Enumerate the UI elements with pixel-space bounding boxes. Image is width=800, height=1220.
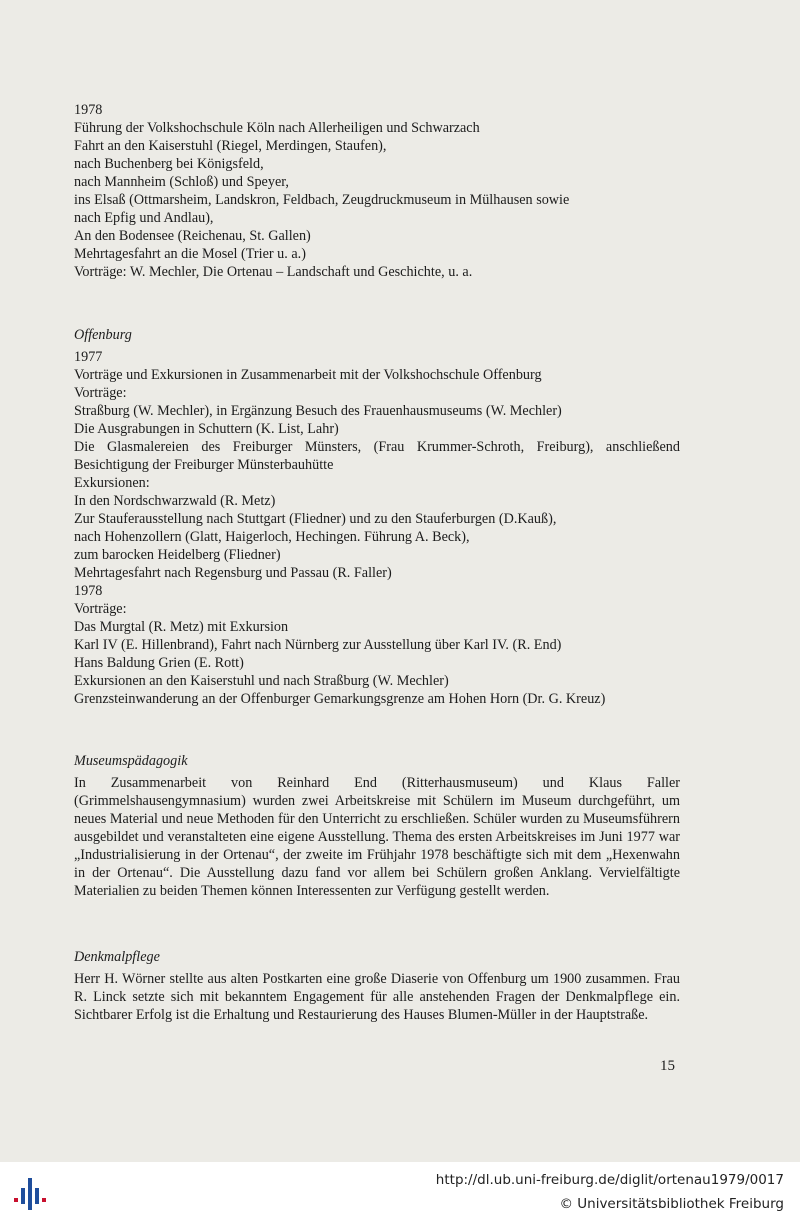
text-line: Mehrtagesfahrt an die Mosel (Trier u. a.) bbox=[74, 246, 306, 262]
section-denkmalpflege bbox=[74, 948, 680, 1024]
text-line: In den Nordschwarzwald (R. Metz) bbox=[74, 493, 276, 509]
text-line: Zur Stauferausstellung nach Stuttgart (Fliedner) und zu den Stauferburgen (D.Kauß), bbox=[74, 511, 557, 527]
text-paragraph: Herr H. Wörner stellte aus alten Postkarten eine große Diaserie von Offenburg um 1900 zusammen. Frau R. Linck setzte sich mit bekanntem Engagement für alle anstehenden Fragen der Denkmalpflege ein. Sichtbarer Erfolg ist die Erhaltung und Restaurierung des Hauses Blumen-Müller in der Hauptstraße. bbox=[74, 971, 680, 1023]
text-line: Vorträge und Exkursionen in Zusammenarbeit mit der Volkshochschule Offenburg bbox=[74, 367, 542, 383]
text-paragraph: Grenzsteinwanderung an der Offenburger Gemarkungsgrenze am Hohen Horn (Dr. G. Kreuz) bbox=[74, 691, 606, 707]
section-heading-denkmal: Denkmalpflege bbox=[74, 949, 160, 965]
text-line: Straßburg (W. Mechler), in Ergänzung Besuch des Frauenhausmuseums (W. Mechler) bbox=[74, 403, 562, 419]
text-line: Das Murgtal (R. Metz) mit Exkursion bbox=[74, 619, 289, 635]
section-offenburg bbox=[74, 326, 680, 708]
text-line: 1978 bbox=[74, 102, 103, 118]
page-number: 15 bbox=[660, 1058, 675, 1074]
section-heading-offenburg: Offenburg bbox=[74, 327, 132, 343]
text-line: 1978 bbox=[74, 583, 103, 599]
text-line: Karl IV (E. Hillenbrand), Fahrt nach Nürnberg zur Ausstellung über Karl IV. (R. End) bbox=[74, 637, 562, 653]
text-line: Vorträge: bbox=[74, 385, 127, 401]
text-line: Die Ausgrabungen in Schuttern (K. List, Lahr) bbox=[74, 421, 339, 437]
copyright-text: © Universitätsbibliothek Freiburg bbox=[559, 1196, 784, 1212]
text-line: 1977 bbox=[74, 349, 103, 365]
text-line: Führung der Volkshochschule Köln nach Allerheiligen und Schwarzach bbox=[74, 120, 480, 136]
footer-bar bbox=[0, 1162, 800, 1220]
text-paragraph: In Zusammenarbeit von Reinhard End (Ritterhausmuseum) und Klaus Faller (Grimmelshausengymnasium) wurden zwei Arbeitskreise mit Schülern im Museum durchgeführt, um neues Material und neue Methoden für den Unterricht zu erschließen. Schüler wurden zu Museumsführern ausgebildet und veranstalteten eine eigene Ausstellung. Thema des ersten Arbeitskreises im Juni 1977 war „Industrialisierung in der Ortenau“, der zweite im Frühjahr 1978 beschäftigte sich mit dem „Hexenwahn in der Ortenau“. Die Ausstellung dazu fand vor allem bei Schülern großen Anklang. Vervielfältigte Materialien zu beiden Themen können Interessenten zur Verfügung gestellt werden. bbox=[74, 775, 680, 899]
text-line: Vorträge: W. Mechler, Die Ortenau – Landschaft und Geschichte, u. a. bbox=[74, 264, 473, 280]
text-line: Exkursionen an den Kaiserstuhl und nach Straßburg (W. Mechler) bbox=[74, 673, 449, 689]
text-line: nach Buchenberg bei Königsfeld, bbox=[74, 156, 264, 172]
text-line: An den Bodensee (Reichenau, St. Gallen) bbox=[74, 228, 311, 244]
section-1978-excursions bbox=[74, 101, 680, 281]
text-paragraph: Die Glasmalereien des Freiburger Münsters, (Frau Krummer-Schroth, Freiburg), anschließend Besichtigung der Freiburger Münsterbauhütte bbox=[74, 439, 680, 473]
text-line: Hans Baldung Grien (E. Rott) bbox=[74, 655, 244, 671]
text-line: nach Hohenzollern (Glatt, Haigerloch, Hechingen. Führung A. Beck), bbox=[74, 529, 470, 545]
text-line: Fahrt an den Kaiserstuhl (Riegel, Merdingen, Staufen), bbox=[74, 138, 387, 154]
text-line: zum barocken Heidelberg (Fliedner) bbox=[74, 547, 281, 563]
section-heading-museum: Museumspädagogik bbox=[74, 753, 188, 769]
source-url-link[interactable]: http://dl.ub.uni-freiburg.de/diglit/ortenau1979/0017 bbox=[435, 1172, 784, 1188]
text-line: Vorträge: bbox=[74, 601, 127, 617]
text-line: Exkursionen: bbox=[74, 475, 150, 491]
section-museumspaedagogik bbox=[74, 752, 680, 900]
text-line: nach Mannheim (Schloß) und Speyer, bbox=[74, 174, 289, 190]
text-line: ins Elsaß (Ottmarsheim, Landskron, Feldbach, Zeugdruckmuseum in Mülhausen sowie bbox=[74, 192, 570, 208]
text-line: Mehrtagesfahrt nach Regensburg und Passau (R. Faller) bbox=[74, 565, 392, 581]
text-line: nach Epfig und Andlau), bbox=[74, 210, 214, 226]
ub-freiburg-logo-icon bbox=[10, 1174, 50, 1212]
